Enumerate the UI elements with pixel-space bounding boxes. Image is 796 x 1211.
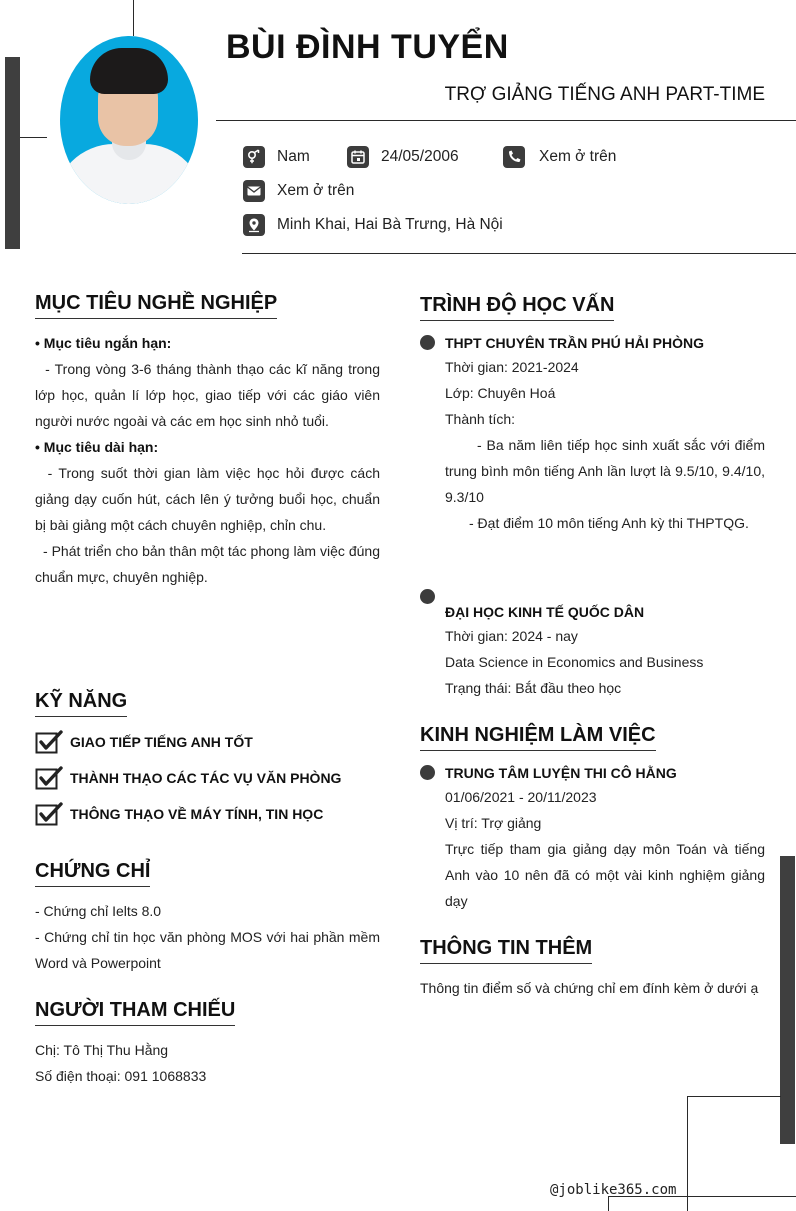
right-accent-bar [780,856,795,1144]
reference-phone: Số điện thoại: 091 1068833 [35,1068,207,1084]
skills-title: KỸ NĂNG [35,690,127,717]
skill-label: GIAO TIẾP TIẾNG ANH TỐT [70,734,253,750]
contact-birthday [347,146,459,168]
phone-value: Xem ở trên [539,148,617,165]
education-achievement-label: Thành tích: [445,411,516,427]
circle-bullet-icon [420,589,435,604]
education-status: Trạng thái: Bắt đầu theo học [445,680,622,696]
experience-description: Trực tiếp tham gia giảng dạy môn Toán và tiếng Anh vào 10 nên đã có một vài kinh nghiệm giảng dạy [445,841,765,909]
skill-item [35,730,253,754]
education-time: Thời gian: 2021-2024 [445,359,579,375]
objective-title: MỤC TIÊU NGHỀ NGHIỆP [35,292,277,319]
education-achievement: - Đạt điểm 10 môn tiếng Anh kỳ thi THPTQG. [469,515,749,531]
header-divider [216,120,796,121]
birthday-value: 24/05/2006 [381,148,459,165]
education-class: Lớp: Chuyên Hoá [445,385,556,401]
education-title: TRÌNH ĐỘ HỌC VẤN [420,294,614,321]
email-value: Xem ở trên [277,182,355,199]
left-horizontal-line [20,137,47,138]
objective-long-text-2: - Phát triển cho bản thân một tác phong làm việc đúng chuẩn mực, chuyên nghiệp. [35,543,384,585]
extra-info-title: THÔNG TIN THÊM [420,937,592,964]
location-icon [243,214,265,236]
experience-company: TRUNG TÂM LUYỆN THI CÔ HẰNG [445,765,677,781]
certificate-item: - Chứng chỉ Ielts 8.0 [35,903,162,919]
circle-bullet-icon [420,335,435,350]
references-title: NGƯỜI THAM CHIẾU [35,999,235,1026]
circle-bullet-icon [420,765,435,780]
bottom-vertical-line [608,1196,609,1211]
extra-info-text: Thông tin điểm số và chứng chỉ em đính kèm ở dưới ạ [420,980,759,996]
candidate-name: BÙI ĐÌNH TUYỂN [226,28,509,66]
experience-title: KINH NGHIỆM LÀM VIỆC [420,724,656,751]
contact-phone [503,146,616,168]
references-content [35,1037,380,1089]
job-title: TRỢ GIẢNG TIẾNG ANH PART-TIME [444,84,765,105]
checkbox-checked-icon [35,802,63,826]
objective-long-label: • Mục tiêu dài hạn: [35,439,159,455]
mail-icon [243,180,265,202]
education-item-2 [445,599,765,701]
contact-divider [242,253,796,254]
certificates-title: CHỨNG CHỈ [35,860,150,887]
certificates-content [35,898,380,976]
gender-icon [243,146,265,168]
contact-address [243,214,503,236]
experience-period: 01/06/2021 - 20/11/2023 [445,789,597,805]
address-value: Minh Khai, Hai Bà Trưng, Hà Nội [277,216,503,233]
objective-short-label: • Mục tiêu ngắn hạn: [35,335,172,351]
gender-value: Nam [277,148,310,165]
skill-label: THÀNH THẠO CÁC TÁC VỤ VĂN PHÒNG [70,770,342,786]
checkbox-checked-icon [35,766,63,790]
education-achievement: - Ba năm liên tiếp học sinh xuất sắc với điểm trung bình môn tiếng Anh lần lượt là 9.5/10, 9.4/10, 9.3/10 [445,437,765,505]
education-major: Data Science in Economics and Business [445,654,704,670]
watermark: @joblike365.com [550,1182,677,1198]
reference-name: Chị: Tô Thị Thu Hằng [35,1042,169,1058]
certificate-item: - Chứng chỉ tin học văn phòng MOS với hai phần mềm Word và Powerpoint [35,929,380,971]
skill-item [35,766,341,790]
skill-item [35,802,323,826]
objective-short-text: - Trong vòng 3-6 tháng thành thạo các kĩ năng trong lớp học, quản lí lớp học, giao tiếp với các giáo viên người nước ngoài và các em học sinh nhỏ tuổi. [35,361,384,429]
phone-icon [503,146,525,168]
objective-long-text-1: - Trong suốt thời gian làm việc học hỏi được cách giảng dạy cuốn hút, cách lên ý tưởng buổi học, chuẩn bị bài giảng một cách chuyên nghiệp, chỉn chu. [35,465,384,533]
objective-content [35,330,384,590]
contact-gender [243,146,310,168]
calendar-icon [347,146,369,168]
experience-position: Vị trí: Trợ giảng [445,815,542,831]
experience-item [445,760,765,914]
education-school: THPT CHUYÊN TRẦN PHÚ HẢI PHÒNG [445,335,705,351]
top-vertical-line [133,0,134,36]
education-item-1 [445,330,765,536]
checkbox-checked-icon [35,730,63,754]
education-school: ĐẠI HỌC KINH TẾ QUỐC DÂN [445,604,645,620]
profile-photo [60,36,198,204]
education-time: Thời gian: 2024 - nay [445,628,578,644]
left-accent-bar [5,57,20,249]
bottom-corner-frame [687,1096,781,1211]
contact-email [243,180,354,202]
skill-label: THÔNG THẠO VỀ MÁY TÍNH, TIN HỌC [70,806,324,822]
